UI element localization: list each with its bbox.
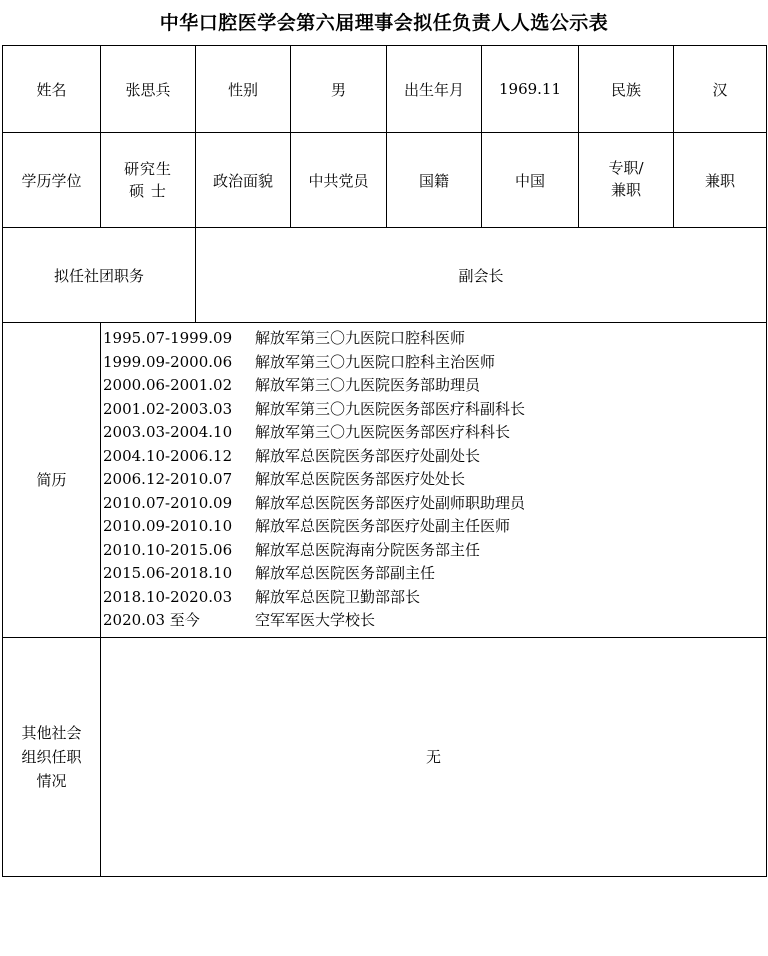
- table-row-proposed-position: [3, 228, 767, 323]
- list-item: [103, 562, 764, 586]
- resume-period: 1995.07-1999.09: [103, 329, 233, 347]
- label-ethnicity: 民族: [579, 46, 674, 133]
- resume-description: 解放军第三〇九医院口腔科医师: [255, 329, 466, 347]
- resume-period: 2004.10-2006.12: [103, 446, 233, 465]
- table-row-other-positions: [3, 637, 767, 876]
- label-employment-type: [579, 133, 674, 228]
- resume-period: 2001.02-2003.03: [103, 399, 233, 418]
- label-employment-type-line2: 兼职: [610, 181, 641, 199]
- label-nationality: 国籍: [387, 133, 482, 228]
- list-item: [103, 351, 764, 375]
- label-name: 姓名: [3, 46, 101, 133]
- label-political-status: 政治面貌: [196, 133, 291, 228]
- resume-description: 解放军总医院医务部医疗处处长: [255, 470, 466, 488]
- list-item: [103, 398, 764, 422]
- list-item: [103, 445, 764, 469]
- list-item: [103, 421, 764, 445]
- value-gender: 男: [291, 46, 387, 133]
- list-item: [103, 539, 764, 563]
- value-political-status: 中共党员: [291, 133, 387, 228]
- table-row-basic-info: [3, 46, 767, 133]
- list-item: [103, 586, 764, 610]
- resume-description: 解放军第三〇九医院医务部医疗科科长: [255, 423, 511, 441]
- label-other-positions: [3, 637, 101, 876]
- resume-description: 解放军总医院医务部医疗处副主任医师: [255, 517, 511, 535]
- list-item: [103, 609, 764, 633]
- resume-description: 解放军总医院医务部医疗处副处长: [255, 446, 481, 465]
- resume-description: 空军军医大学校长: [255, 611, 376, 629]
- resume-period: 2010.07-2010.09: [103, 493, 233, 512]
- label-proposed-position: 拟任社团职务: [3, 228, 196, 323]
- value-resume: [101, 323, 767, 638]
- list-item: [103, 492, 764, 516]
- resume-entry-list: [103, 327, 764, 633]
- table-row-education-info: [3, 133, 767, 228]
- label-birth-date: 出生年月: [387, 46, 482, 133]
- list-item: [103, 515, 764, 539]
- resume-period: 2000.06-2001.02: [103, 376, 233, 394]
- label-employment-type-line1: 专职/: [608, 159, 644, 178]
- resume-description: 解放军第三〇九医院医务部助理员: [255, 376, 481, 394]
- label-other-positions-line2: 组织任职: [21, 747, 82, 766]
- value-birth-date: 1969.11: [482, 46, 579, 133]
- list-item: [103, 327, 764, 351]
- resume-period: 2015.06-2018.10: [103, 564, 233, 582]
- value-name: 张思兵: [101, 46, 196, 133]
- resume-description: 解放军第三〇九医院医务部医疗科副科长: [255, 399, 526, 418]
- value-proposed-position: 副会长: [196, 228, 767, 323]
- value-employment-type: 兼职: [674, 133, 767, 228]
- list-item: [103, 374, 764, 398]
- resume-description: 解放军总医院卫勤部部长: [255, 587, 421, 606]
- value-nationality: 中国: [482, 133, 579, 228]
- label-other-positions-line3: 情况: [36, 771, 67, 790]
- candidate-info-table: [2, 45, 767, 877]
- value-other-positions: 无: [101, 637, 767, 876]
- table-row-resume: [3, 323, 767, 638]
- label-education: 学历学位: [3, 133, 101, 228]
- label-gender: 性别: [196, 46, 291, 133]
- resume-description: 解放军第三〇九医院口腔科主治医师: [255, 352, 496, 371]
- resume-period: 2006.12-2010.07: [103, 470, 233, 488]
- resume-description: 解放军总医院医务部副主任: [255, 564, 436, 582]
- label-other-positions-line1: 其他社会: [21, 723, 82, 742]
- value-education-line1: 研究生: [123, 159, 172, 178]
- value-ethnicity: 汉: [674, 46, 767, 133]
- resume-period: 2003.03-2004.10: [103, 423, 233, 441]
- resume-period: 1999.09-2000.06: [103, 352, 233, 371]
- value-education: [101, 133, 196, 228]
- resume-period: 2018.10-2020.03: [103, 587, 233, 606]
- resume-description: 解放军总医院医务部医疗处副师职助理员: [255, 493, 526, 512]
- value-education-line2: 硕 士: [129, 182, 167, 200]
- resume-period: 2010.10-2015.06: [103, 540, 233, 559]
- label-resume: 简历: [3, 323, 101, 638]
- page-title: 中华口腔医学会第六届理事会拟任负责人人选公示表: [159, 12, 609, 34]
- resume-period: 2020.03 至今: [103, 611, 200, 629]
- resume-period: 2010.09-2010.10: [103, 517, 233, 535]
- list-item: [103, 468, 764, 492]
- resume-description: 解放军总医院海南分院医务部主任: [255, 540, 481, 559]
